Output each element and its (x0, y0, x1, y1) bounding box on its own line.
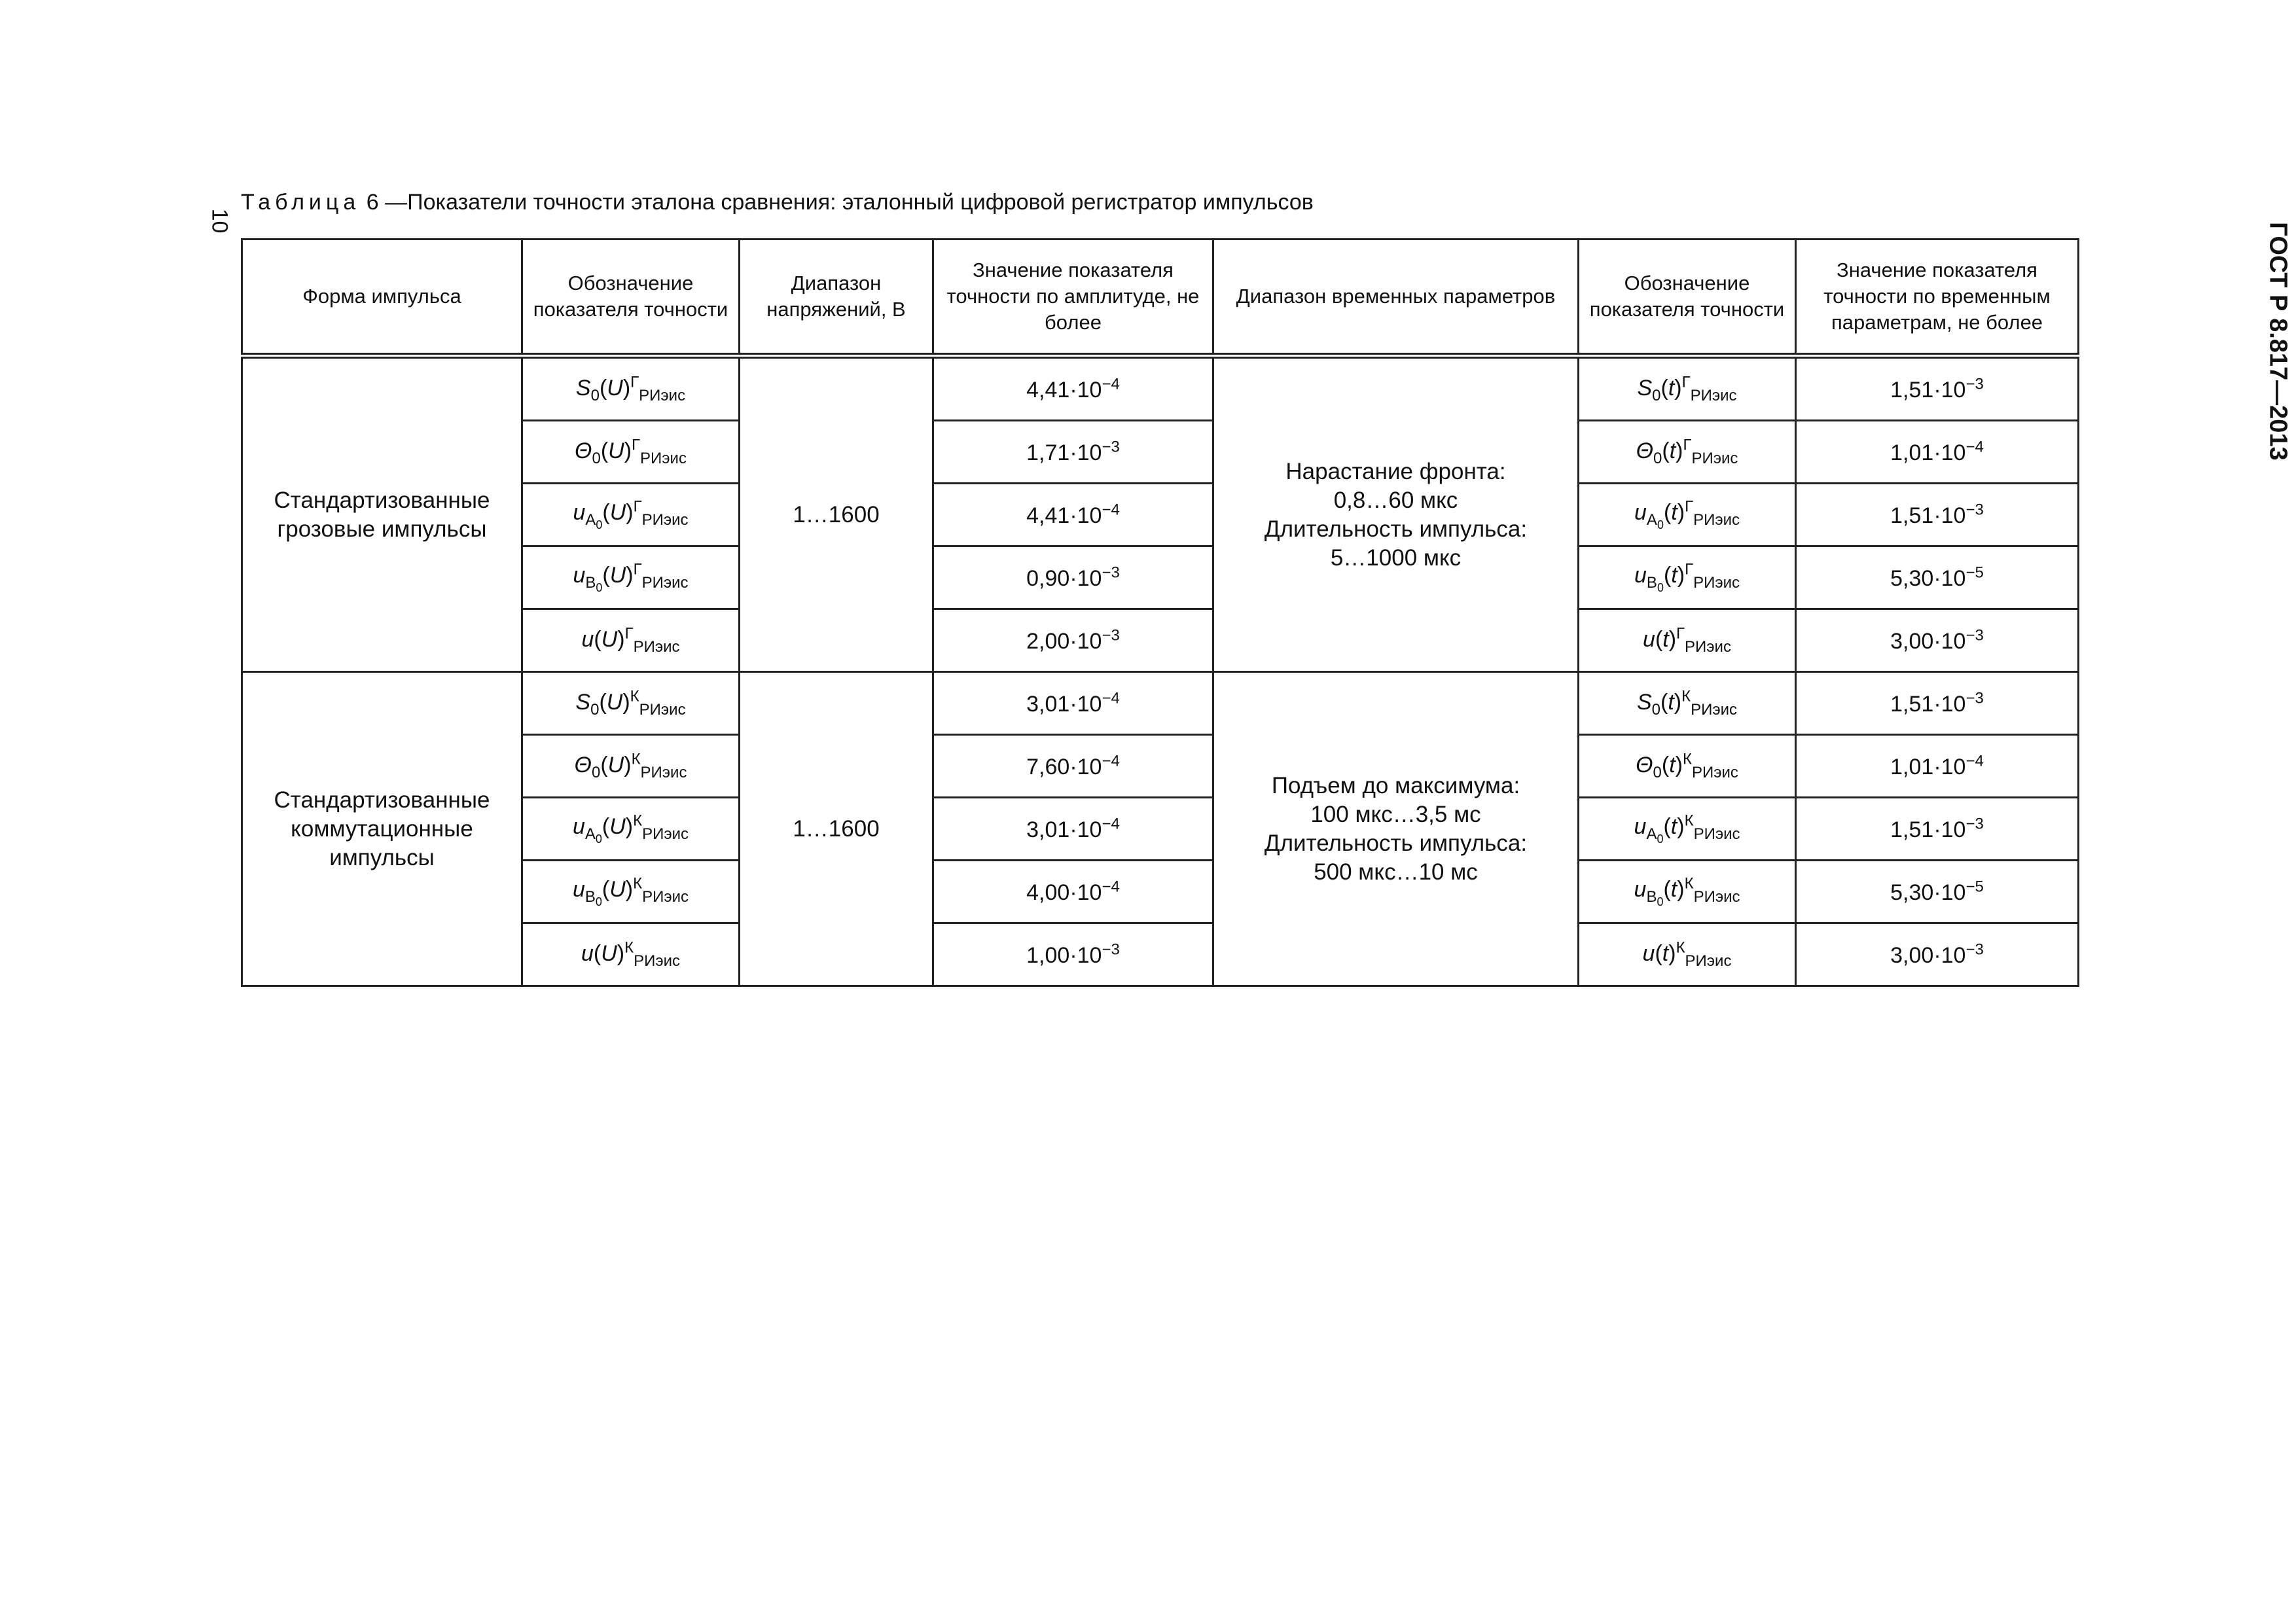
accuracy-symbol: $u(U)^К_{РИэис}$ (581, 938, 681, 970)
symbol-sub-index: 0 (1657, 895, 1664, 908)
symbol-subscript (1647, 574, 1664, 592)
caption-prefix: Таблица (241, 190, 361, 215)
accuracy-symbol: $u_{B_0}(U)^К_{РИэис}$ (572, 874, 689, 908)
value-exponent: −5 (1965, 878, 1984, 896)
time-value-cell (1796, 356, 2079, 421)
amplitude-symbol-cell (522, 735, 740, 798)
accuracy-value (1890, 880, 1984, 905)
table-row (242, 356, 2079, 421)
header-cell: Обозначение показателя точности (522, 240, 740, 356)
time-value-cell (1796, 798, 2079, 861)
page-number: 10 (207, 208, 232, 234)
time-value-cell (1796, 421, 2079, 484)
symbol-base: u (1642, 940, 1655, 966)
accuracy-symbol: $S_0(U)^К_{РИэис}$ (575, 687, 686, 719)
symbol-label: РИэис (639, 386, 686, 404)
symbol-subscript (590, 701, 599, 719)
pulse-form-cell: Стандартизованные грозовые импульсы (242, 356, 522, 672)
symbol-sub-text: 0 (590, 700, 600, 719)
value-exponent: −3 (1965, 375, 1984, 393)
value-exponent: −3 (1965, 626, 1984, 645)
time-range-cell (1213, 672, 1579, 986)
symbol-sub-text: A (585, 510, 596, 529)
symbol-sub-text: B (585, 573, 596, 592)
header-row (242, 240, 2079, 356)
value-exponent: −4 (1102, 752, 1120, 770)
caption-number: 6 (366, 190, 379, 215)
symbol-sub-text: B (1646, 573, 1657, 592)
time-range-line: Подъем до максимума: (1271, 772, 1520, 798)
symbol-superscript: Г (1685, 560, 1694, 579)
accuracy-symbol: $u(U)^Г_{РИэис}$ (581, 624, 680, 656)
symbol-subscript (1653, 764, 1662, 781)
symbol-sub-text: B (1646, 887, 1657, 906)
symbol-subscript (592, 450, 600, 467)
amplitude-symbol-cell (522, 923, 740, 986)
symbol-base: u (573, 562, 586, 588)
pulse-form-cell: Стандартизованные коммутационные импульсы (242, 672, 522, 986)
symbol-superscript: К (1684, 874, 1694, 893)
value-mantissa: 1,51·10 (1890, 691, 1966, 717)
value-mantissa: 4,41·10 (1026, 503, 1102, 528)
symbol-label: РИэис (1691, 700, 1738, 719)
time-range-line: Длительность импульса: (1264, 830, 1528, 856)
symbol-label: РИэис (1690, 386, 1737, 404)
value-mantissa: 3,00·10 (1890, 942, 1966, 968)
time-value-cell (1796, 609, 2079, 672)
header-cell: Диапазон временных параметров (1213, 240, 1579, 356)
amplitude-value-cell (933, 421, 1213, 484)
accuracy-value (1890, 440, 1984, 465)
symbol-base: u (573, 499, 586, 525)
symbol-sub-index: 0 (1657, 832, 1664, 846)
symbol-sub-text: 0 (1651, 700, 1661, 719)
value-exponent: −5 (1965, 563, 1984, 582)
symbol-superscript: Г (632, 436, 641, 454)
voltage-range-cell: 1…1600 (740, 672, 933, 986)
time-symbol-cell (1579, 923, 1796, 986)
symbol-argument: U (601, 940, 617, 966)
symbol-label: РИэис (642, 887, 689, 906)
symbol-base: u (1634, 813, 1647, 839)
value-mantissa: 1,01·10 (1890, 754, 1966, 779)
accuracy-value (1026, 880, 1120, 905)
symbol-base: u (1634, 876, 1647, 902)
symbol-subscript (1647, 511, 1664, 529)
value-exponent: −3 (1965, 940, 1984, 959)
accuracy-symbol: $S_0(U)^Г_{РИэис}$ (575, 373, 686, 404)
amplitude-value-cell (933, 735, 1213, 798)
symbol-superscript: Г (1685, 497, 1694, 516)
time-range-line: 0,8…60 мкс (1333, 487, 1458, 513)
symbol-superscript: Г (1683, 436, 1692, 454)
symbol-subscript (591, 387, 600, 404)
symbol-sub-index: 0 (596, 580, 603, 594)
symbol-label: РИэис (1693, 887, 1740, 906)
symbol-sub-text: 0 (590, 386, 600, 404)
value-mantissa: 0,90·10 (1026, 565, 1102, 591)
time-symbol-cell (1579, 421, 1796, 484)
value-exponent: −3 (1102, 563, 1120, 582)
caption-dash: — (385, 190, 408, 215)
amplitude-value-cell (933, 546, 1213, 609)
symbol-argument: t (1671, 562, 1677, 588)
accuracy-value (1890, 817, 1984, 842)
symbol-subscript (584, 825, 602, 846)
standard-label: ГОСТ Р 8.817—2013 (2264, 222, 2292, 461)
time-symbol-cell (1579, 356, 1796, 421)
symbol-argument: t (1662, 626, 1669, 652)
header-cell: Форма импульса (242, 240, 522, 356)
symbol-sub-text: B (584, 887, 596, 906)
symbol-subscript (592, 764, 600, 781)
symbol-argument: t (1670, 876, 1677, 902)
symbol-label: РИэис (639, 700, 686, 719)
time-symbol-cell (1579, 735, 1796, 798)
symbol-label: РИэис (1693, 825, 1740, 843)
symbol-argument: t (1670, 813, 1677, 839)
accuracy-symbol: $u_{B_0}(U)^Г_{РИэис}$ (573, 560, 689, 594)
accuracy-value (1026, 817, 1120, 842)
symbol-base: u (581, 626, 594, 652)
accuracy-value (1890, 940, 1984, 968)
accuracy-value (1026, 503, 1120, 528)
time-range-line: 5…1000 мкс (1330, 544, 1462, 571)
symbol-sub-text: A (1646, 825, 1657, 843)
symbol-base: Θ (574, 752, 592, 777)
value-mantissa: 4,41·10 (1026, 377, 1102, 402)
amplitude-value-cell (933, 672, 1213, 735)
symbol-subscript (1653, 450, 1662, 467)
symbol-label: РИэис (1693, 510, 1740, 529)
accuracy-symbol: $\Theta_0(t)^Г_{РИэис}$ (1636, 436, 1738, 467)
value-mantissa: 5,30·10 (1890, 880, 1966, 905)
symbol-argument: U (607, 752, 624, 777)
value-mantissa: 1,00·10 (1026, 942, 1102, 968)
symbol-argument: U (609, 562, 626, 588)
time-symbol-cell (1579, 609, 1796, 672)
value-exponent: −3 (1965, 815, 1984, 833)
value-exponent: −4 (1965, 438, 1984, 456)
value-mantissa: 4,00·10 (1026, 880, 1102, 905)
symbol-sub-text: 0 (591, 763, 601, 781)
time-value-cell (1796, 546, 2079, 609)
amplitude-symbol-cell (522, 798, 740, 861)
time-symbol-cell (1579, 484, 1796, 546)
amplitude-value-cell (933, 356, 1213, 421)
value-mantissa: 7,60·10 (1026, 754, 1102, 779)
symbol-label: РИэис (641, 510, 689, 529)
table-caption (241, 190, 1314, 215)
caption-title: Показатели точности эталона сравнения: эталонный цифровой регистратор импульсов (407, 190, 1314, 215)
time-value-cell (1796, 923, 2079, 986)
symbol-sub-index: 0 (596, 518, 603, 531)
accuracy-value (1026, 563, 1120, 591)
symbol-superscript: К (631, 750, 641, 768)
value-exponent: −4 (1102, 815, 1120, 833)
symbol-superscript: Г (630, 373, 639, 391)
time-symbol-cell (1579, 546, 1796, 609)
value-exponent: −4 (1102, 689, 1120, 707)
symbol-base: S (1636, 689, 1652, 715)
amplitude-symbol-cell (522, 861, 740, 923)
symbol-base: Θ (1636, 752, 1653, 777)
symbol-subscript (585, 574, 602, 592)
accuracy-symbol: $u_{A_0}(t)^Г_{РИэис}$ (1634, 497, 1740, 531)
time-symbol-cell (1579, 672, 1796, 735)
value-mantissa: 1,51·10 (1890, 377, 1966, 402)
symbol-argument: t (1669, 438, 1676, 463)
time-value-cell (1796, 861, 2079, 923)
symbol-sub-text: 0 (1652, 386, 1661, 404)
symbol-argument: t (1668, 375, 1675, 401)
symbol-label: РИэис (1691, 763, 1738, 781)
time-range-line: 500 мкс…10 мс (1314, 859, 1478, 885)
accuracy-table (241, 238, 2079, 987)
value-mantissa: 3,00·10 (1890, 628, 1966, 654)
symbol-base: u (581, 940, 594, 966)
value-exponent: −4 (1102, 501, 1120, 519)
value-exponent: −4 (1102, 878, 1120, 896)
symbol-argument: t (1668, 689, 1674, 715)
symbol-argument: U (609, 876, 626, 902)
symbol-base: u (1634, 562, 1647, 588)
accuracy-value (1026, 626, 1120, 654)
symbol-argument: U (608, 438, 624, 463)
symbol-sub-text: A (1646, 510, 1657, 529)
header-cell: Значение показателя точности по временным параметрам, не более (1796, 240, 2079, 356)
value-mantissa: 3,01·10 (1026, 817, 1102, 842)
table-row (242, 672, 2079, 735)
accuracy-symbol: $u(t)^К_{РИэис}$ (1642, 938, 1732, 970)
amplitude-value-cell (933, 923, 1213, 986)
symbol-label: РИэис (640, 763, 687, 781)
accuracy-symbol: $u_{B_0}(t)^К_{РИэис}$ (1634, 874, 1740, 908)
symbol-subscript (1652, 387, 1660, 404)
amplitude-value-cell (933, 861, 1213, 923)
symbol-argument: U (606, 689, 623, 715)
accuracy-symbol: $u(t)^Г_{РИэис}$ (1643, 624, 1731, 656)
symbol-sub-text: A (584, 825, 596, 843)
symbol-label: РИэис (641, 573, 689, 592)
value-exponent: −3 (1102, 438, 1120, 456)
amplitude-symbol-cell (522, 356, 740, 421)
symbol-label: РИэис (1691, 449, 1738, 467)
table-body (242, 356, 2079, 986)
accuracy-value (1890, 563, 1984, 591)
symbol-superscript: К (633, 874, 643, 893)
symbol-superscript: К (1684, 812, 1694, 830)
voltage-range-cell: 1…1600 (740, 356, 933, 672)
time-range-cell (1213, 356, 1579, 672)
symbol-superscript: Г (624, 624, 634, 643)
symbol-subscript (585, 888, 602, 906)
symbol-base: S (1637, 375, 1653, 401)
symbol-argument: U (609, 499, 626, 525)
symbol-superscript: К (1676, 938, 1685, 957)
amplitude-value-cell (933, 609, 1213, 672)
symbol-label: РИэис (642, 825, 689, 843)
value-mantissa: 1,51·10 (1890, 503, 1966, 528)
amplitude-symbol-cell (522, 609, 740, 672)
header-cell: Обозначение показателя точности (1579, 240, 1796, 356)
symbol-label: РИэис (1693, 573, 1740, 592)
value-exponent: −3 (1102, 626, 1120, 645)
value-exponent: −3 (1102, 940, 1120, 959)
symbol-superscript: К (630, 687, 639, 705)
symbol-argument: t (1669, 752, 1676, 777)
symbol-argument: U (609, 813, 626, 839)
time-range-line: 100 мкс…3,5 мс (1310, 801, 1481, 827)
symbol-superscript: К (624, 938, 634, 957)
accuracy-symbol: $S_0(t)^Г_{РИэис}$ (1637, 373, 1737, 404)
value-exponent: −4 (1102, 375, 1120, 393)
time-value-cell (1796, 484, 2079, 546)
amplitude-symbol-cell (522, 484, 740, 546)
symbol-label: РИэис (640, 449, 687, 467)
accuracy-symbol: $u_{A_0}(t)^К_{РИэис}$ (1634, 812, 1740, 846)
symbol-subscript (1646, 888, 1663, 906)
accuracy-value (1026, 440, 1120, 465)
symbol-argument: t (1662, 940, 1669, 966)
amplitude-symbol-cell (522, 672, 740, 735)
value-mantissa: 2,00·10 (1026, 628, 1102, 654)
value-exponent: −4 (1965, 752, 1984, 770)
symbol-superscript: Г (633, 497, 642, 516)
value-mantissa: 3,01·10 (1026, 691, 1102, 717)
accuracy-symbol: $u_{A_0}(U)^Г_{РИэис}$ (573, 497, 689, 531)
amplitude-value-cell (933, 798, 1213, 861)
accuracy-value (1890, 752, 1984, 779)
symbol-argument: t (1671, 499, 1677, 525)
amplitude-value-cell (933, 484, 1213, 546)
symbol-label: РИэис (1685, 637, 1731, 656)
symbol-label: РИэис (1685, 952, 1732, 970)
accuracy-value (1890, 689, 1984, 717)
symbol-superscript: Г (1681, 373, 1691, 391)
symbol-sub-text: 0 (1653, 763, 1662, 781)
value-mantissa: 1,01·10 (1890, 440, 1966, 465)
symbol-sub-text: 0 (592, 449, 601, 467)
value-mantissa: 1,71·10 (1026, 440, 1102, 465)
value-exponent: −3 (1965, 689, 1984, 707)
symbol-sub-index: 0 (595, 832, 602, 846)
accuracy-value (1026, 689, 1120, 717)
symbol-sub-text: 0 (1653, 449, 1662, 467)
value-mantissa: 1,51·10 (1890, 817, 1966, 842)
time-value-cell (1796, 672, 2079, 735)
symbol-base: Θ (1636, 438, 1654, 463)
accuracy-symbol: $\Theta_0(U)^Г_{РИэис}$ (575, 436, 687, 467)
header-cell: Значение показателя точности по амплитуде, не более (933, 240, 1213, 356)
symbol-base: u (1634, 499, 1647, 525)
symbol-base: S (575, 375, 591, 401)
symbol-label: РИэис (633, 637, 680, 656)
symbol-superscript: К (1681, 687, 1691, 705)
symbol-base: Θ (575, 438, 592, 463)
accuracy-value (1026, 375, 1120, 402)
accuracy-value (1890, 626, 1984, 654)
value-mantissa: 5,30·10 (1890, 565, 1966, 591)
time-symbol-cell (1579, 798, 1796, 861)
symbol-superscript: Г (633, 560, 642, 579)
symbol-superscript: Г (1676, 624, 1685, 643)
time-symbol-cell (1579, 861, 1796, 923)
accuracy-symbol: $S_0(t)^К_{РИэис}$ (1636, 687, 1738, 719)
amplitude-symbol-cell (522, 546, 740, 609)
accuracy-symbol: $\Theta_0(U)^К_{РИэис}$ (574, 750, 687, 781)
symbol-subscript (1652, 701, 1660, 719)
symbol-base: S (575, 689, 591, 715)
accuracy-value (1026, 752, 1120, 779)
symbol-sub-index: 0 (1657, 580, 1664, 594)
symbol-base: u (572, 813, 585, 839)
value-exponent: −3 (1965, 501, 1984, 519)
symbol-argument: U (601, 626, 618, 652)
time-value-cell (1796, 735, 2079, 798)
symbol-argument: U (607, 375, 623, 401)
header-cell: Диапазон напряжений, В (740, 240, 933, 356)
symbol-superscript: К (633, 812, 643, 830)
accuracy-value (1890, 503, 1984, 528)
symbol-subscript (1646, 825, 1664, 846)
accuracy-symbol: $\Theta_0(t)^К_{РИэис}$ (1636, 750, 1738, 781)
time-range-line: Длительность импульса: (1264, 516, 1528, 542)
symbol-sub-index: 0 (595, 895, 602, 908)
symbol-base: u (1643, 626, 1655, 652)
symbol-label: РИэис (634, 952, 681, 970)
symbol-base: u (572, 876, 585, 902)
symbol-superscript: К (1683, 750, 1692, 768)
accuracy-value (1890, 375, 1984, 402)
accuracy-symbol: $u_{B_0}(t)^Г_{РИэис}$ (1634, 560, 1740, 594)
accuracy-symbol: $u_{A_0}(U)^К_{РИэис}$ (572, 812, 689, 846)
symbol-sub-index: 0 (1657, 518, 1664, 531)
time-range-line: Нарастание фронта: (1285, 458, 1506, 484)
accuracy-value (1026, 940, 1120, 968)
amplitude-symbol-cell (522, 421, 740, 484)
symbol-subscript (585, 511, 602, 529)
